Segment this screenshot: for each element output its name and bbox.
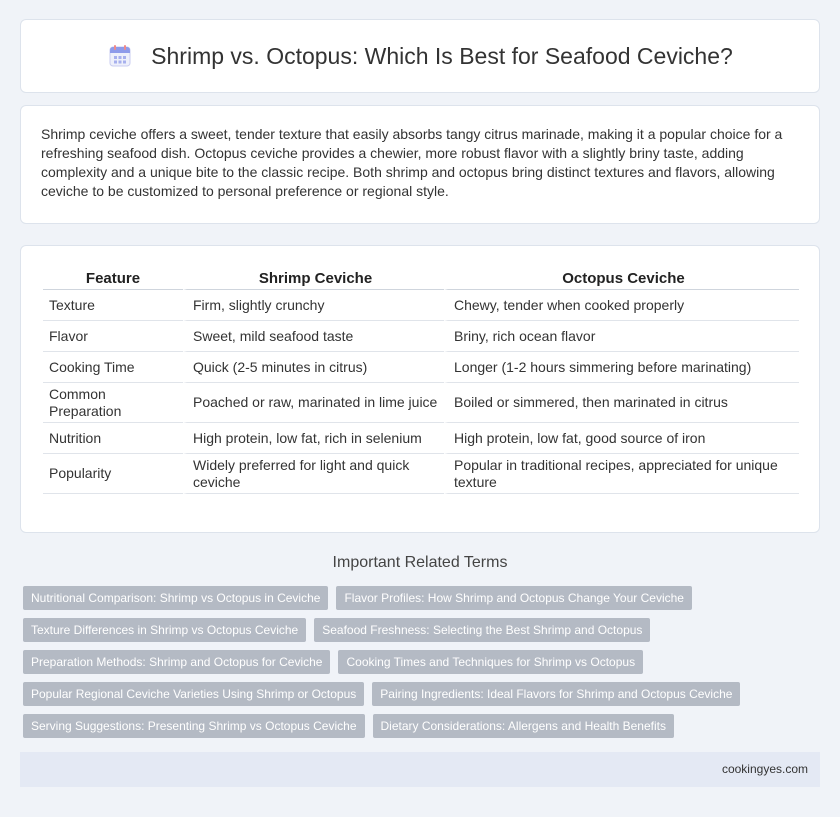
table-row	[43, 383, 799, 423]
related-term-tag[interactable]: Seafood Freshness: Selecting the Best Shrimp and Octopus	[314, 618, 650, 642]
table-row	[43, 321, 799, 352]
table-cell: Texture	[43, 290, 183, 321]
related-terms-title: Important Related Terms	[332, 554, 508, 571]
table-cell: Longer (1-2 hours simmering before marinating)	[444, 352, 799, 383]
title-card	[20, 19, 820, 93]
table-row	[43, 290, 799, 321]
page-title	[107, 43, 733, 70]
table-header-octopus: Octopus Ceviche	[444, 268, 799, 290]
footer	[20, 752, 820, 787]
comparison-table	[43, 268, 799, 494]
tag-row	[23, 586, 823, 610]
table-cell: Common Preparation	[43, 383, 183, 423]
table-cell: High protein, low fat, good source of iron	[444, 423, 799, 454]
table-header-row	[43, 268, 799, 290]
table-cell: Nutrition	[43, 423, 183, 454]
table-header-shrimp: Shrimp Ceviche	[183, 268, 444, 290]
tag-row	[23, 714, 823, 738]
tag-row	[23, 650, 823, 674]
related-term-tag[interactable]: Cooking Times and Techniques for Shrimp vs Octopus	[338, 650, 643, 674]
table-row	[43, 423, 799, 454]
footer-site-link[interactable]: cookingyes.com	[721, 762, 808, 776]
table-cell: Briny, rich ocean flavor	[444, 321, 799, 352]
related-terms-list	[23, 586, 823, 746]
related-term-tag[interactable]: Popular Regional Ceviche Varieties Using Shrimp or Octopus	[23, 682, 364, 706]
table-cell: Flavor	[43, 321, 183, 352]
table-cell: Quick (2-5 minutes in citrus)	[183, 352, 444, 383]
tag-row	[23, 618, 823, 642]
related-term-tag[interactable]: Dietary Considerations: Allergens and Health Benefits	[373, 714, 675, 738]
intro-card	[20, 105, 820, 224]
table-cell: Popularity	[43, 454, 183, 494]
table-cell: Chewy, tender when cooked properly	[444, 290, 799, 321]
related-term-tag[interactable]: Nutritional Comparison: Shrimp vs Octopus in Ceviche	[23, 586, 328, 610]
table-cell: Cooking Time	[43, 352, 183, 383]
table-cell: High protein, low fat, rich in selenium	[183, 423, 444, 454]
related-term-tag[interactable]: Flavor Profiles: How Shrimp and Octopus Change Your Ceviche	[336, 586, 692, 610]
table-header-feature: Feature	[43, 268, 183, 290]
related-term-tag[interactable]: Preparation Methods: Shrimp and Octopus for Ceviche	[23, 650, 330, 674]
page-title-text: Shrimp vs. Octopus: Which Is Best for Seafood Ceviche?	[151, 42, 733, 69]
calendar-icon	[107, 43, 133, 69]
comparison-table-card	[20, 245, 820, 533]
table-row	[43, 454, 799, 494]
tag-row	[23, 682, 823, 706]
table-cell: Firm, slightly crunchy	[183, 290, 444, 321]
table-cell: Boiled or simmered, then marinated in citrus	[444, 383, 799, 423]
intro-text: Shrimp ceviche offers a sweet, tender texture that easily absorbs tangy citrus marinade, making it a popular choice for a refreshing seafood dish. Octopus ceviche provides a chewier, more robust flavor with a slightly briny taste, adding complexity and a unique bite to the classic recipe. Both shrimp and octopus bring distinct textures and flavors, allowing ceviche to be customized to personal preference or regional style.	[41, 126, 783, 199]
related-term-tag[interactable]: Pairing Ingredients: Ideal Flavors for Shrimp and Octopus Ceviche	[372, 682, 740, 706]
table-row	[43, 352, 799, 383]
related-term-tag[interactable]: Texture Differences in Shrimp vs Octopus Ceviche	[23, 618, 306, 642]
table-cell: Widely preferred for light and quick ceviche	[183, 454, 444, 494]
table-cell: Poached or raw, marinated in lime juice	[183, 383, 444, 423]
related-term-tag[interactable]: Serving Suggestions: Presenting Shrimp vs Octopus Ceviche	[23, 714, 365, 738]
table-cell: Sweet, mild seafood taste	[183, 321, 444, 352]
table-cell: Popular in traditional recipes, appreciated for unique texture	[444, 454, 799, 494]
